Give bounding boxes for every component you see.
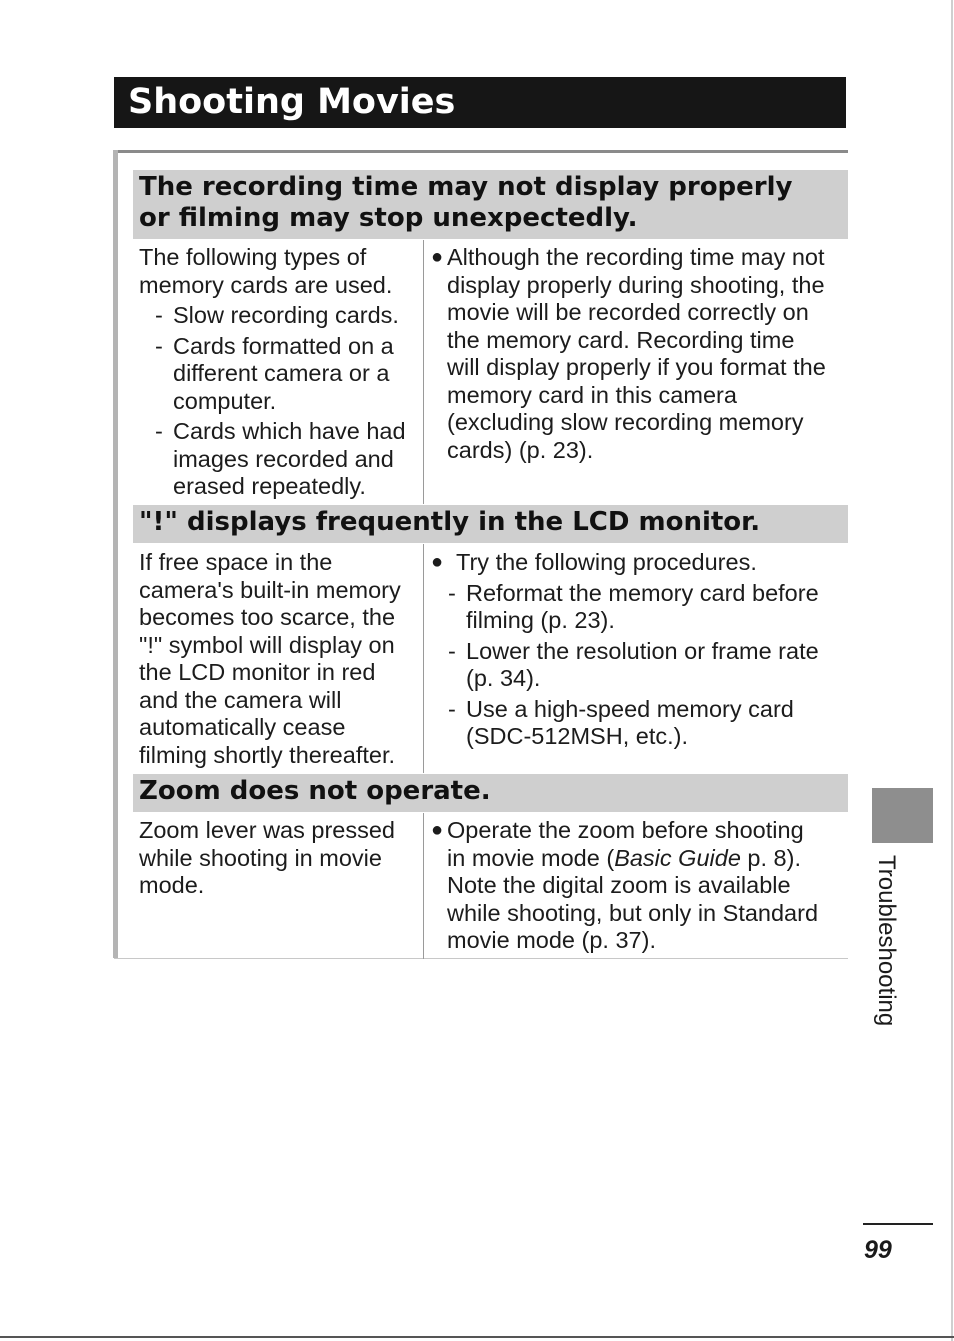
dash-marker: - [448,695,456,722]
item-line: images recorded and [173,445,394,472]
cause-line: filming shortly thereafter. [139,741,395,768]
bullet-marker: ● [431,246,444,268]
table-top-rule [114,150,848,153]
solution-line: while shooting, but only in Standard [447,899,819,926]
dash-marker: - [448,579,456,606]
heading-line: Zoom does not operate. [139,776,491,806]
item-line: Slow recording cards. [173,302,399,328]
page-title: Shooting Movies [128,82,456,122]
solution-line: movie mode (p. 37). [447,927,656,953]
column-divider [423,240,424,504]
solution-line: Although the recording time may not [447,244,825,270]
page-edge-bottom [0,1336,954,1338]
heading-line: "!" displays frequently in the LCD monitor. [139,507,761,537]
cause-cell-recording-time [139,244,406,501]
section-heading-recording-time [133,170,848,239]
list-item [448,580,819,635]
item-line: Use a high-speed memory card [466,695,794,722]
text-run: in movie mode ( [447,844,615,871]
bullet-marker: ● [431,819,444,841]
solution-line [447,845,818,873]
solution-cell-recording-time [431,244,826,464]
list-item [448,638,819,693]
heading-line: The recording time may not display properly [139,172,793,202]
dash-marker: - [155,332,163,359]
solution-bullet-item [431,549,819,577]
cause-line: Zoom lever was pressed [139,817,395,843]
cause-line: The following types of [139,244,367,270]
cause-line: and the camera will [139,686,342,713]
table-bottom-rule [114,958,848,959]
cause-line: If free space in the [139,549,333,575]
column-divider [423,544,424,773]
solution-cell-zoom [431,817,818,955]
item-line: computer. [173,387,277,414]
cause-line: automatically cease [139,714,346,740]
solution-line: Note the digital zoom is available [447,872,791,898]
heading-line: or filming may stop unexpectedly. [139,203,638,233]
cause-line: becomes too scarce, the [139,604,396,630]
cause-line: the LCD monitor in red [139,659,376,685]
item-line: erased repeatedly. [173,473,366,499]
item-line: filming (p. 23). [466,607,615,633]
dash-marker: - [155,302,163,328]
cause-line: memory cards are used. [139,271,393,298]
solution-cell-lcd-symbol [431,549,819,751]
solution-line: memory card in this camera [447,381,737,408]
solution-line: display properly during shooting, the [447,271,825,298]
list-item [448,696,819,751]
cause-line: while shooting in movie [139,844,382,871]
item-line: different camera or a [173,360,390,386]
solution-line: movie will be recorded correctly on [447,299,809,325]
page-number: 99 [864,1236,892,1264]
solution-line: Operate the zoom before shooting [447,817,804,843]
cause-line: mode. [139,872,205,898]
item-line: (p. 34). [466,665,541,691]
list-item [155,418,406,501]
item-line: Lower the resolution or frame rate [466,637,819,664]
page-edge-right [951,0,953,1341]
dash-marker: - [448,637,456,664]
list-item [155,333,406,416]
column-divider [423,813,424,959]
chapter-tab-marker [872,788,933,843]
section-heading-lcd-symbol [133,505,848,543]
solution-bullet-item [431,244,826,464]
item-line: (SDC-512MSH, etc.). [466,723,688,749]
dash-marker: - [155,418,163,444]
solution-bullet-item [431,817,818,955]
cause-cell-zoom [139,817,395,900]
solution-line: cards) (p. 23). [447,436,594,463]
solution-line: the memory card. Recording time [447,326,795,353]
title-bar [114,77,846,128]
page-number-rule [863,1223,933,1225]
item-line: Cards which have had [173,418,406,444]
solution-intro: Try the following procedures. [456,549,757,575]
solution-line: will display properly if you format the [447,354,826,380]
item-line: Reformat the memory card before [466,579,819,606]
solution-line: (excluding slow recording memory [447,409,804,435]
bullet-marker: ● [431,551,444,573]
section-heading-zoom [133,774,848,812]
item-line: Cards formatted on a [173,332,394,359]
list-item [155,302,406,330]
cause-cell-lcd-symbol [139,549,401,769]
cause-line: "!" symbol will display on [139,631,395,658]
cause-line: camera's built-in memory [139,576,401,603]
chapter-tab-label: Troubleshooting [873,855,900,1027]
text-run: p. 8). [740,844,801,871]
manual-reference: Basic Guide [614,844,741,871]
table-left-rule [113,150,118,958]
